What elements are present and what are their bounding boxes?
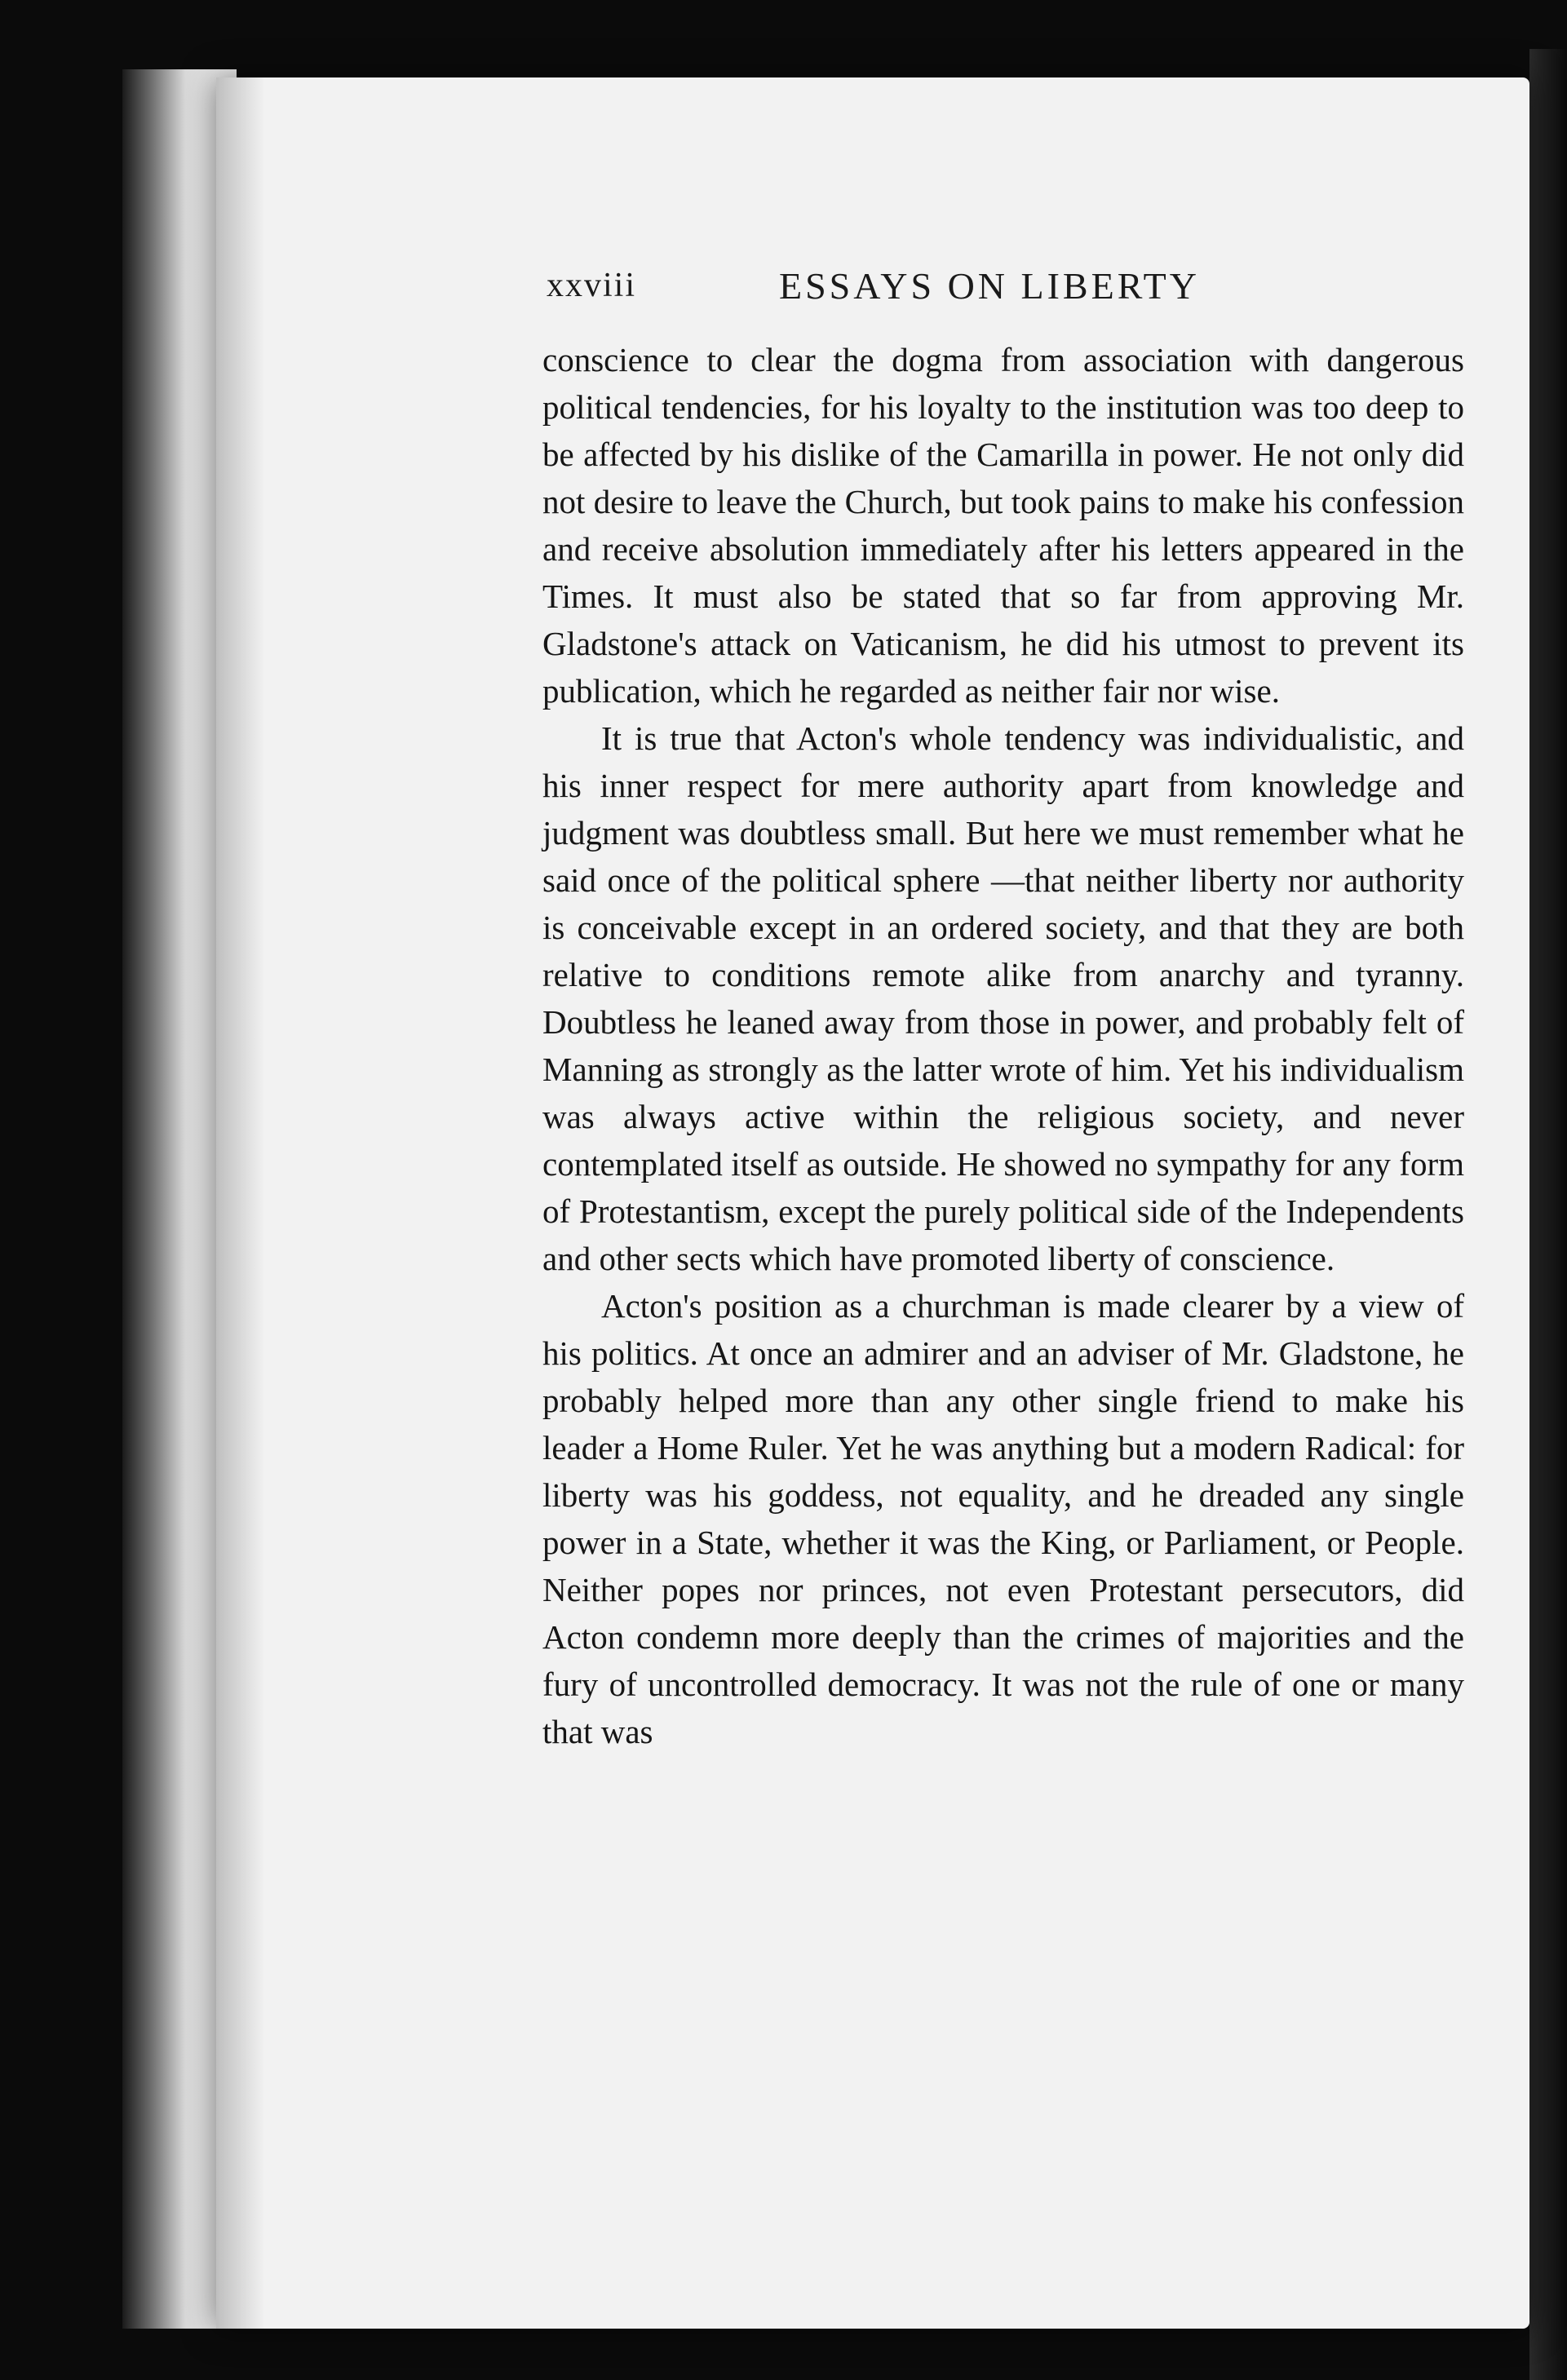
body-text bbox=[542, 336, 1464, 1755]
scan-border bbox=[1529, 49, 1567, 2380]
running-head bbox=[547, 266, 1452, 315]
page-gutter-shadow bbox=[216, 77, 265, 2329]
page-number: xxviii bbox=[547, 267, 637, 304]
running-title: ESSAYS ON LIBERTY bbox=[779, 265, 1200, 307]
paragraph-1: conscience to clear the dogma from association with dangerous political tendencies, for his loyalty to the institution was too deep to be affected by his dislike of the Camarilla in power. He not only did not desire to leave the Church, but took pains to make his confession and receive absolution immediately after his letters appeared in the Times. It must also be stated that so far from approving Mr. Gladstone's attack on Vaticanism, he did his utmost to prevent its publication, which he regarded as neither fair nor wise. bbox=[542, 341, 1464, 710]
paragraph-2: It is true that Acton's whole tendency was individualistic, and his inner respect for mere authority apart from knowledge and judgment was doubtless small. But here we must remember what he said once of the political sphere —that neither liberty nor authority is conceivable except in an ordered society, and that they are both relative to conditions remote alike from anarchy and tyranny. Doubtless he leaned away from those in power, and probably felt of Manning as strongly as the latter wrote of him. Yet his individualism was always active within the religious society, and never contemplated itself as outside. He showed no sympathy for any form of Protestantism, except the purely political side of the Independents and other sects which have promoted liberty of conscience. bbox=[542, 719, 1464, 1277]
paragraph-3: Acton's position as a churchman is made clearer by a view of his politics. At once an admirer and an adviser of Mr. Gladstone, he probably helped more than any other single friend to make his leader a Home Ruler. Yet he was anything but a modern Radical: for liberty was his goddess, not equality, and he dreaded any single power in a State, whether it was the King, or Parliament, or People. Neither popes nor princes, not even Protestant persecutors, did Acton condemn more deeply than the crimes of majorities and the fury of uncontrolled democracy. It was not the rule of one or many that was bbox=[542, 1287, 1464, 1750]
